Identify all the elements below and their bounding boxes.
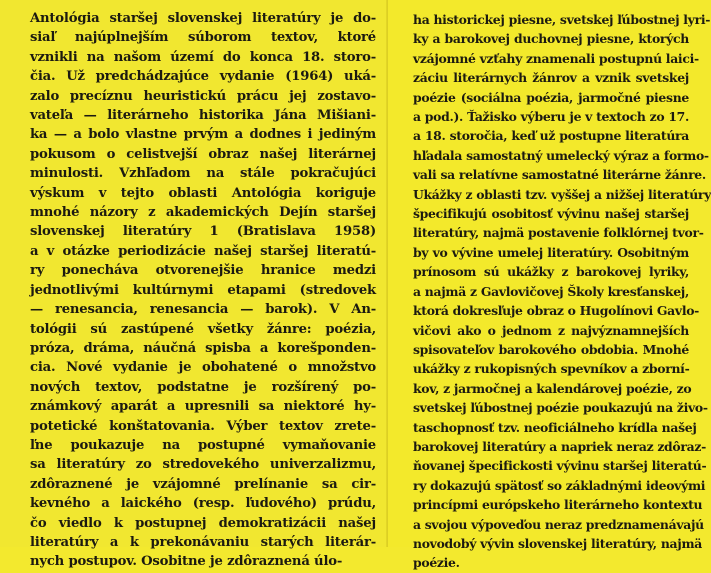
text-line: vznikli na našom území do konca 18. storo- bbox=[30, 49, 376, 65]
text-line: svetskej ľúbostnej poézie poukazujú na živo- bbox=[413, 400, 708, 416]
text-line: siaľ najúplnejším súborom textov, ktoré bbox=[30, 30, 376, 46]
text-line: jednotlivými kultúrnymi etapami (stredovek bbox=[30, 282, 376, 298]
right-page bbox=[388, 0, 711, 571]
text-line: nových textov, podstatne je rozšírený po- bbox=[30, 379, 376, 395]
text-line: kevného a laického (resp. ľudového) prúdu, bbox=[30, 496, 376, 512]
text-line: kov, z jarmočnej a kalendárovej poézie, zo bbox=[413, 380, 692, 396]
text-line: taschopnosť tzv. neoficiálneho krídla našej bbox=[413, 419, 697, 435]
text-line: cia. Nové vydanie je obohatené o množstvo bbox=[30, 360, 376, 376]
text-line: hľadala samostatný umelecký výraz a formo- bbox=[413, 147, 709, 163]
text-line: pokusom o celistvejší obraz našej literárnej bbox=[30, 146, 376, 162]
text-line: — renesancia, renesancia — barok). V An- bbox=[30, 302, 376, 318]
text-line: a v otázke periodizácie našej staršej literatú- bbox=[30, 243, 376, 259]
text-line: vali sa relatívne samostatné literárne žánre. bbox=[413, 167, 706, 183]
text-line: vičovi ako o jednom z najvýznamnejších bbox=[413, 322, 689, 338]
text-line: minulosti. Vzhľadom na stále pokračujúci bbox=[30, 166, 376, 182]
text-line: literatúry, najmä postavenie folklórnej tvor- bbox=[413, 225, 704, 241]
text-line: tológii sú zastúpené všetky žánre: poézia, bbox=[30, 321, 376, 337]
text-line: Antológia staršej slovenskej literatúry je do- bbox=[30, 11, 376, 26]
text-line: nych postupov. Osobitne je zdôraznená úlo- bbox=[30, 554, 343, 570]
text-line: špecifikujú osobitosť vývinu našej staršej bbox=[413, 206, 689, 222]
text-line: čo viedlo k postupnej demokratizácii našej bbox=[30, 515, 376, 531]
text-line: spisovateľov barokového obdobia. Mnohé bbox=[413, 341, 689, 357]
text-line: a najmä z Gavlovičovej Školy kresťanskej, bbox=[413, 283, 689, 299]
text-line: ukážky z rukopisných spevníkov a zborní- bbox=[413, 361, 690, 377]
text-line: sa literatúry zo stredovekého univerzalizmu, bbox=[30, 457, 376, 473]
text-line: ktorá dokresľuje obraz o Hugolínovi Gavlo- bbox=[413, 303, 700, 319]
text-line: princípmi európskeho literárneho kontextu bbox=[413, 497, 703, 513]
text-line: vateľa — literárneho historika Jána Mišiani- bbox=[30, 108, 376, 124]
text-line: literatúry a k prekonávaniu starých literár- bbox=[30, 534, 376, 550]
text-line: ky a barokovej duchovnej piesne, ktorých bbox=[413, 31, 689, 47]
text-line: prínosom sú ukážky z barokovej lyriky, bbox=[413, 264, 689, 280]
text-line: ry dokazujú spätosť so základnými ideovými bbox=[413, 477, 706, 493]
text-line: ňovanej špecifickosti vývinu staršej literatú- bbox=[413, 458, 707, 474]
right-page-text bbox=[413, 10, 711, 573]
text-line: zalo precíznu heuristickú prácu jej zostavo- bbox=[30, 88, 376, 104]
text-line: známkový aparát a upresnili sa niektoré hy- bbox=[30, 399, 376, 415]
text-line: potetické konštatovania. Výber textov zrete- bbox=[30, 418, 376, 434]
text-line: poézie (sociálna poézia, jarmočné piesne bbox=[413, 89, 689, 105]
text-line: čia. Už predchádzajúce vydanie (1964) uká- bbox=[30, 69, 376, 85]
text-line: a pod.). Ťažisko výberu je v textoch zo 17. bbox=[413, 109, 689, 125]
text-line: slovenskej literatúry 1 (Bratislava 1958) bbox=[30, 224, 376, 240]
text-line: výskum v tejto oblasti Antológia koriguje bbox=[30, 185, 376, 201]
text-line: Ukážky z oblasti tzv. vyššej a nižšej literatúry bbox=[413, 186, 711, 202]
text-line: by vo vývine umelej literatúry. Osobitným bbox=[413, 244, 689, 260]
text-line: novodobý vývin slovenskej literatúry, najmä bbox=[413, 535, 702, 551]
text-line: mnohé názory z akademických Dejín staršej bbox=[30, 205, 376, 221]
text-line: zdôraznené je vzájomné prelínanie sa cir- bbox=[30, 476, 376, 492]
text-line: a 18. storočia, keď už postupne literatúra bbox=[413, 128, 689, 144]
text-line: vzájomné vzťahy znamenali postupnú laici- bbox=[413, 50, 699, 66]
text-line: ka — a bolo vlastne prvým a dodnes i jediným bbox=[30, 127, 376, 143]
text-line: záciu literárnych žánrov a vznik svetskej bbox=[413, 70, 689, 86]
text-line: poézie. bbox=[413, 555, 460, 571]
text-line: ha historickej piesne, svetskej ľúbostnej lyri- bbox=[413, 12, 711, 27]
text-line: ľne poukazuje na postupné vymaňovanie bbox=[30, 437, 376, 453]
text-line: a svojou výpoveďou neraz predznamenávajú bbox=[413, 516, 704, 532]
text-line: próza, dráma, náučná spisba a korešponden- bbox=[30, 340, 376, 356]
text-line: ry ponecháva otvorenejšie hranice medzi bbox=[30, 263, 376, 279]
text-line: barokovej literatúry a napriek neraz zdôraz- bbox=[413, 438, 706, 454]
left-page-text bbox=[30, 9, 376, 572]
